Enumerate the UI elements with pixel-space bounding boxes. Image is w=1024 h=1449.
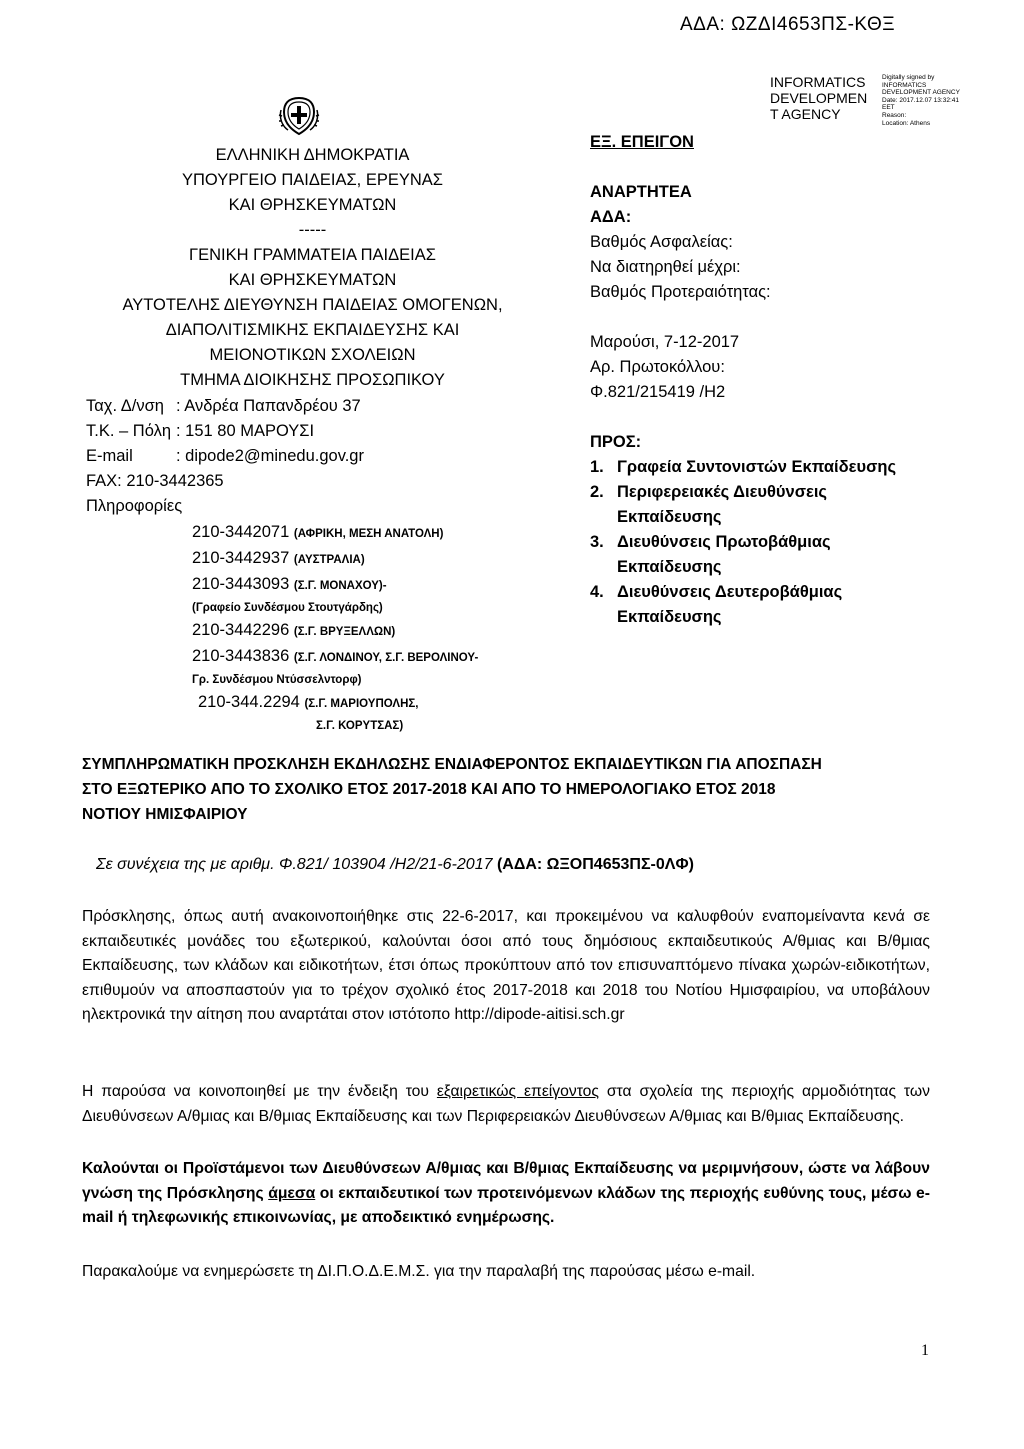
issuer-line: ΑΥΤΟΤΕΛΗΣ ΔΙΕΥΘΥΝΣΗ ΠΑΙΔΕΙΑΣ ΟΜΟΓΕΝΩΝ, — [122, 296, 503, 314]
signature-detail-line: Digitally signed by — [882, 74, 935, 81]
issuer-line: ΤΜΗΜΑ ΔΙΟΙΚΗΣΗΣ ΠΡΟΣΩΠΙΚΟΥ — [180, 371, 445, 389]
address-value: : Ανδρέα Παπανδρέου 37 — [176, 397, 361, 415]
phone-number: 210-3443093 — [192, 575, 290, 593]
signature-details — [882, 74, 1002, 127]
ada-label: ΑΔΑ: — [590, 208, 632, 226]
subject-line: ΝΟΤΙΟΥ ΗΜΙΣΦΑΙΡΙΟΥ — [82, 806, 248, 823]
phone-number: 210-3443836 — [192, 647, 290, 665]
phone-entry — [192, 546, 552, 572]
recipient-line: Διευθύνσεις Πρωτοβάθμιας — [617, 533, 831, 551]
reference-ada: (ΑΔΑ: ΩΞΟΠ4653ΠΣ-0ΛΦ) — [496, 856, 694, 873]
emphasis-text: εξαιρετικώς επείγοντος — [436, 1083, 599, 1100]
emphasis-text: άμεσα — [268, 1184, 316, 1202]
place-date: Μαρούσι, 7-12-2017 — [590, 333, 740, 351]
email-value: : dipode2@minedu.gov.gr — [176, 447, 364, 465]
phone-number: 210-3442937 — [192, 549, 290, 567]
post-label: ΑΝΑΡΤΗΤΕΑ — [590, 183, 692, 201]
phone-location: (Σ.Γ. ΛΟΝΔΙΝΟΥ, Σ.Γ. ΒΕΡΟΛΙΝΟΥ- — [293, 652, 479, 664]
phone-sublocation: (Γραφείο Συνδέσμου Στουτγάρδης) — [192, 602, 383, 614]
signature-name — [770, 74, 880, 122]
signature-name-line: DEVELOPMEN — [770, 90, 868, 106]
body-paragraph-2 — [82, 1080, 930, 1129]
list-number: 1. — [590, 458, 604, 476]
issuer-line: ΥΠΟΥΡΓΕΙΟ ΠΑΙΔΕΙΑΣ, ΕΡΕΥΝΑΣ — [182, 171, 443, 189]
list-item — [590, 480, 970, 530]
protocol-label: Αρ. Πρωτοκόλλου: — [590, 358, 725, 376]
reference-text: Σε συνέχεια της με αριθμ. Φ.821/ 103904 /Η2/21-6-2017 — [96, 856, 493, 873]
fax-row: FAX: 210-3442365 — [86, 472, 224, 490]
issuer-line: ΚΑΙ ΘΡΗΣΚΕΥΜΑΤΩΝ — [228, 196, 397, 214]
phone-entry — [192, 520, 552, 546]
recipients-list — [590, 455, 970, 630]
greek-coat-of-arms-icon — [275, 92, 323, 140]
issuer-header — [80, 143, 545, 393]
email-label: E-mail — [86, 447, 133, 465]
recipient-line: Περιφερειακές Διευθύνσεις — [617, 483, 827, 501]
issuer-line: ΜΕΙΟΝΟΤΙΚΩΝ ΣΧΟΛΕΙΩΝ — [209, 346, 416, 364]
urgency-label: ΕΞ. ΕΠΕΙΓΟΝ — [590, 133, 694, 151]
address-label: Ταχ. Δ/νση — [86, 397, 164, 415]
phone-entry — [192, 572, 552, 598]
email-row — [86, 444, 556, 469]
subject-line: ΣΥΜΠΛΗΡΩΜΑΤΙΚΗ ΠΡΟΣΚΛΗΣΗ ΕΚΔΗΛΩΣΗΣ ΕΝΔΙΑΦΕΡΟΝΤΟΣ ΕΚΠΑΙΔΕΥΤΙΚΩΝ ΓΙΑ ΑΠΟΣΠΑΣΗ — [82, 756, 822, 773]
issuer-line: ΓΕΝΙΚΗ ΓΡΑΜΜΑΤΕΙΑ ΠΑΙΔΕΙΑΣ — [189, 246, 436, 264]
keep-until-label: Να διατηρηθεί μέχρι: — [590, 258, 741, 276]
phone-location: (Σ.Γ. ΜΟΝΑΧΟΥ)- — [293, 580, 387, 592]
issuer-line: ΚΑΙ ΘΡΗΣΚΕΥΜΑΤΩΝ — [228, 271, 397, 289]
recipient-line: Εκπαίδευσης — [617, 608, 722, 626]
phone-sublocation: Σ.Γ. ΚΟΡΥΤΣΑΣ) — [316, 720, 404, 732]
recipient-line: Διευθύνσεις Δευτεροβάθμιας — [617, 583, 843, 601]
paragraph-text: Η παρούσα να κοινοποιηθεί με την ένδειξη του — [82, 1083, 437, 1100]
issuer-line: ΕΛΛΗΝΙΚΗ ΔΗΜΟΚΡΑΤΙΑ — [215, 146, 410, 164]
list-number: 2. — [590, 483, 604, 501]
issuer-separator: ----- — [298, 221, 327, 239]
protocol-number: Φ.821/215419 /Η2 — [590, 383, 726, 401]
phone-number: 210-344.2294 — [198, 693, 300, 711]
info-label: Πληροφορίες — [86, 497, 183, 515]
paragraph-text: οι εκπαιδευτικοί των προτεινόμενων κλάδων της περιοχής ευθύνης τους, μέσω e-mail ή τηλεφωνικής επικοινωνίας, με αποδεικτικό ενημέρωσης. — [82, 1184, 930, 1226]
phone-location: (ΑΦΡΙΚΗ, ΜΕΣΗ ΑΝΑΤΟΛΗ) — [293, 528, 444, 540]
phone-sublocation: Γρ. Συνδέσμου Ντύσσελντορφ) — [192, 674, 362, 686]
paragraph-text: στα σχολεία της περιοχής αρμοδιότητας των Διευθύνσεων Α/θμιας και Β/θμιας Εκπαίδευσης και των Περιφερειακών Διευθύνσεων Α/θμιας και Β/θμιας Εκπαίδευσης. — [82, 1083, 930, 1125]
reference-line — [96, 853, 956, 877]
page-number: 1 — [921, 1342, 929, 1359]
phone-location: (ΑΥΣΤΡΑΛΙΑ) — [293, 554, 365, 566]
priority-label: Βαθμός Προτεραιότητας: — [590, 283, 771, 301]
issuer-line: ΔΙΑΠΟΛΙΤΙΣΜΙΚΗΣ ΕΚΠΑΙΔΕΥΣΗΣ ΚΑΙ — [165, 321, 460, 339]
signature-detail-line: Date: 2017.12.07 13:32:41 — [882, 96, 959, 104]
body-paragraph-4: Παρακαλούμε να ενημερώσετε τη ΔΙ.Π.Ο.Δ.Ε.Μ.Σ. για την παραλαβή της παρούσας μέσω e-mail. — [82, 1263, 756, 1280]
subject — [82, 752, 942, 827]
signature-detail-line: EET — [882, 104, 895, 112]
recipient-line: Εκπαίδευσης — [617, 508, 722, 526]
signature-detail-line: Location: Athens — [882, 119, 931, 127]
signature-detail-line: DEVELOPMENT AGENCY — [882, 89, 960, 97]
recipient-line: Γραφεία Συντονιστών Εκπαίδευσης — [617, 458, 897, 476]
document-meta — [590, 130, 970, 630]
signature-detail-line: Reason: — [882, 111, 907, 119]
paragraph-text: Καλούνται οι Προϊστάμενοι των Διευθύνσεων Α/θμιας και Β/θμιας Εκπαίδευσης να μεριμνήσουν, ώστε να λάβουν γνώση της Πρόσκλησης — [82, 1160, 930, 1202]
contact-block — [86, 394, 556, 519]
signature-detail-line: INFORMATICS — [882, 81, 927, 89]
signature-name-line: INFORMATICS — [770, 74, 866, 90]
phone-location: (Σ.Γ. ΒΡΥΞΕΛΛΩΝ) — [293, 626, 396, 638]
phone-entry — [192, 690, 552, 716]
signature-name-line: T AGENCY — [770, 106, 841, 122]
phone-number: 210-3442071 — [192, 523, 290, 541]
address-row — [86, 394, 556, 419]
list-item — [590, 530, 970, 580]
list-number: 4. — [590, 583, 604, 601]
body-paragraph-3 — [82, 1157, 930, 1231]
recipient-line: Εκπαίδευσης — [617, 558, 722, 576]
list-number: 3. — [590, 533, 604, 551]
list-item — [590, 455, 970, 480]
phone-list — [192, 520, 552, 736]
city-row — [86, 419, 556, 444]
phone-entry — [192, 618, 552, 644]
list-item — [590, 580, 970, 630]
ada-code-top: ΑΔΑ: ΩΖΔΙ4653ΠΣ-ΚΘΞ — [680, 14, 896, 35]
phone-entry — [192, 644, 552, 670]
subject-line: ΣΤΟ ΕΞΩΤΕΡΙΚΟ ΑΠΟ ΤΟ ΣΧΟΛΙΚΟ ΕΤΟΣ 2017-2018 ΚΑΙ ΑΠΟ ΤΟ ΗΜΕΡΟΛΟΓΙΑΚΟ ΕΤΟΣ 2018 — [82, 781, 776, 798]
body-paragraph-1: Πρόσκλησης, όπως αυτή ανακοινοποιήθηκε στις 22-6-2017, και προκειμένου να καλυφθούν εναπομείναντα κενά σε εκπαιδευτικές μονάδες του εξωτερικού, καλούνται όσοι από τους δημόσιους εκπαιδευτικούς Α/θμιας και Β/θμιας Εκπαίδευσης, των κλάδων και ειδικοτήτων, έτσι όπως προκύπτουν από τον επισυναπτόμενο πίνακα χωρών-ειδικοτήτων, επιθυμούν να αποσπαστούν για το τρέχον σχολικό έτος 2017-2018 και 2018 του Νοτίου Ημισφαιρίου, να υποβάλουν ηλεκτρονικά την αίτηση που αναρτάται στον ιστότοπο http://dipode-aitisi.sch.gr — [82, 908, 930, 1023]
security-label: Βαθμός Ασφαλείας: — [590, 233, 733, 251]
city-label: Τ.Κ. – Πόλη — [86, 422, 171, 440]
recipients-label: ΠΡΟΣ: — [590, 433, 642, 451]
phone-number: 210-3442296 — [192, 621, 290, 639]
city-value: : 151 80 ΜΑΡΟΥΣΙ — [176, 422, 315, 440]
phone-location: (Σ.Γ. ΜΑΡΙΟΥΠΟΛΗΣ, — [304, 698, 419, 710]
